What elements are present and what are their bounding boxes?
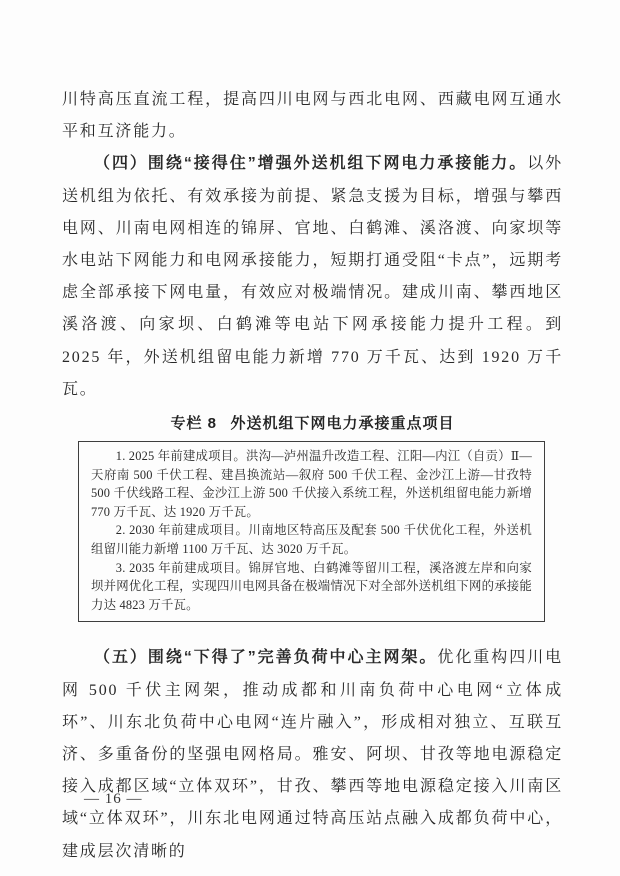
page-content — [62, 84, 563, 868]
box-item-2030: 2. 2030 年前建成项目。川南地区特高压及配套 500 千伏优化工程，外送机组留川能力新增 1100 万千瓦、达 3020 万千瓦。 — [91, 523, 532, 556]
key-projects-box — [78, 441, 545, 622]
box-item-2035: 3. 2035 年前建成项目。锦屏官地、白鹤滩等留川工程，溪洛渡左岸和向家坝并网优化工程，实现四川电网具备在极端情况下对全部外送机组下网的承接能力达 4823 万千瓦。 — [91, 560, 532, 612]
section-4-heading: （四）围绕“接得住”增强外送机组下网电力承接能力。 — [94, 155, 528, 173]
box-title-text: 外送机组下网电力承接重点项目 — [230, 415, 455, 433]
paragraph-text: 川特高压直流工程，提高四川电网与西北电网、西藏电网互通水平和互济能力。 — [62, 91, 563, 141]
box-title — [62, 413, 563, 434]
paragraph-text: 优化重构四川电网 500 千伏主网架，推动成都和川南负荷中心电网“立体成环”、川东北负荷中心电网“连片融入”，形成相对独立、互联互济、多重备份的坚强电网格局。雅安、阿坝、甘孜等地电源稳定接入成都区域“立体双环”，甘孜、攀西等地电源稳定接入川南区域“立体双环”，川东北电网通过特高压站点融入成都负荷中心，建成层次清晰的 — [62, 649, 563, 860]
box-label: 专栏 8 — [170, 415, 217, 433]
page-number: — 16 — — [84, 791, 143, 807]
paragraph-continuation — [62, 84, 563, 148]
box-item-2025: 1. 2025 年前建成项目。洪沟—泸州温升改造工程、江阳—内江（自贡）Ⅱ—天府南 500 千伏工程、建昌换流站—叙府 500 千伏工程、金沙江上游—甘孜特 500 千伏线路工程、金沙江上游 500 千伏接入系统工程，外送机组留电能力新增 770 万千瓦、达 1920 万千瓦。 — [91, 449, 532, 519]
paragraph-text: 以外送机组为依托、有效承接为前提、紧急支援为目标，增强与攀西电网、川南电网相连的锦屏、官地、白鹤滩、溪洛渡、向家坝等水电站下网能力和电网承接能力，短期打通受阻“卡点”，远期考虑全部承接下网电量，有效应对极端情况。建成川南、攀西地区溪洛渡、向家坝、白鹤滩等电站下网承接能力提升工程。到 2025 年，外送机组留电能力新增 770 万千瓦、达到 1920 万千瓦。 — [62, 155, 563, 398]
section-5-heading: （五）围绕“下得了”完善负荷中心主网架。 — [94, 649, 438, 667]
paragraph-section-5 — [62, 642, 563, 867]
paragraph-section-4 — [62, 148, 563, 406]
